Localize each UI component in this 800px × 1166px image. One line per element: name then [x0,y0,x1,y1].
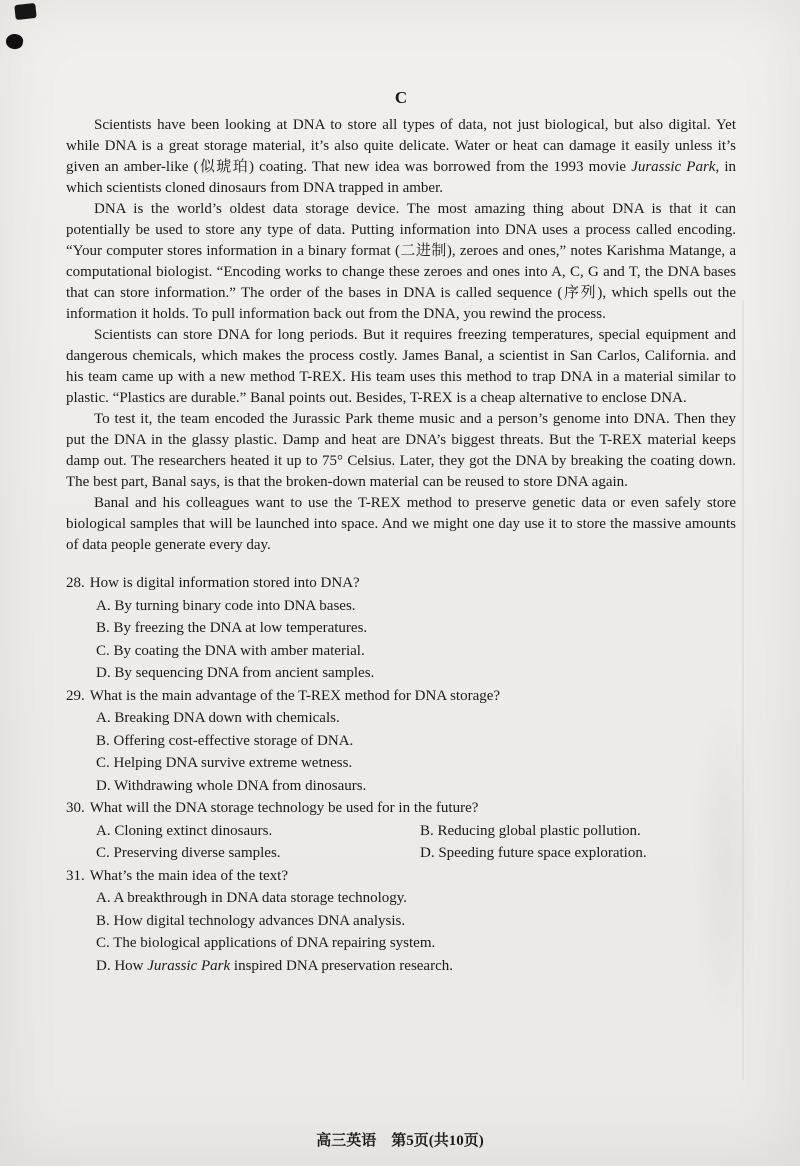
movie-title-italic: Jurassic Park [631,159,716,175]
question-31-option-a: A. A breakthrough in DNA data storage technology. [96,890,408,906]
passage-paragraph-2: DNA is the world’s oldest data storage device. The most amazing thing about DNA is that it can potentially be used to store any type of data. Putting information into DNA uses a process called encoding. “Your computer stores information in a binary format (二进制), zeroes and ones,” notes Karishma Matange, a computational biologist. “Encoding works to change these zeroes and ones into A, C, G and T, the DNA bases that can store information.” The order of the bases in DNA is called sequence (序列), which spells out the information it holds. To pull information back out from the DNA, you rewind the process. [66,201,736,322]
question-28-option-d: D. By sequencing DNA from ancient samples. [96,665,375,681]
question-28-option-c: C. By coating the DNA with amber material. [96,642,365,659]
movie-title-italic: Jurassic Park [147,957,231,974]
passage-paragraph-5: Banal and his colleagues want to use the T-REX method to preserve genetic data or even safely store biological samples that will be launched into space. And we might one day use it to store the massive amounts of data people generate every day. [66,495,736,553]
option-text: D. How [96,957,148,974]
question-31-option-d [66,955,736,978]
option-text: inspired DNA preservation research. [230,957,453,974]
question-28-option-b: B. By freezing the DNA at low temperatures. [96,620,368,636]
paragraph-text: Scientists have been looking at DNA to store all types of data, not just biological, but also digital. Yet while DNA is a great storage material, it’s also quite delicate. Water or heat can damage it easily unless it’s given an amber-like (似琥珀) coating. That new idea was borrowed from the 1993 movie [66,117,736,175]
question-text: What will the DNA storage technology be used for in the future? [89,800,479,816]
question-30-option-d: D. Speeding future space exploration. [420,845,647,861]
question-29 [66,685,736,798]
question-29-option-b: B. Offering cost-effective storage of DNA. [96,732,354,749]
passage-paragraph-4: To test it, the team encoded the Jurassic Park theme music and a person’s genome into DNA. Then they put the DNA in the glassy plastic. Damp and heat are DNA’s biggest threats. But the T-REX material keeps damp out. The researchers heated it up to 75° Celsius. Later, they got the DNA by breaking the coating down. The best part, Banal says, is that the broken-down material can be reused to store DNA again. [66,411,736,490]
question-30-options-row-2 [66,842,736,865]
question-29-stem [66,685,736,708]
question-number: 31. [66,867,85,884]
question-28 [66,572,736,685]
question-30-option-b: B. Reducing global plastic pollution. [420,822,641,839]
question-31 [66,865,736,978]
question-31-option-c: C. The biological applications of DNA repairing system. [96,935,436,951]
question-30-options-row-1 [66,820,736,843]
question-30-option-a: A. Cloning extinct dinosaurs. [96,822,273,839]
section-label: C [394,88,408,107]
question-31-option-b: B. How digital technology advances DNA analysis. [96,912,406,929]
question-30-option-c: C. Preserving diverse samples. [96,845,281,861]
question-number: 29. [66,687,85,704]
question-text: What is the main advantage of the T-REX method for DNA storage? [89,687,501,704]
questions-section [66,572,736,977]
question-31-stem [66,865,736,888]
page-footer: 高三英语 第5页(共10页) [316,1133,484,1149]
passage-paragraph-1 [66,115,736,199]
question-30 [66,797,736,865]
paragraph-text: , in which scientists cloned dinosaurs from DNA trapped in amber. [66,159,737,196]
question-29-option-c: C. Helping DNA survive extreme wetness. [96,755,353,771]
question-28-stem [66,572,736,595]
question-29-option-d: D. Withdrawing whole DNA from dinosaurs. [96,777,367,794]
question-number: 30. [66,800,85,816]
question-number: 28. [66,575,85,591]
passage-paragraph-3: Scientists can store DNA for long periods. But it requires freezing temperatures, special equipment and dangerous chemicals, which makes the process costly. James Banal, a scientist in San Carlos, California. and his team came up with a new method T-REX. His team uses this method to trap DNA in a material similar to plastic. “Plastics are durable.” Banal points out. Besides, T-REX is a cheap alternative to enclose DNA. [66,327,736,406]
question-29-option-a: A. Breaking DNA down with chemicals. [96,710,340,726]
question-text: What’s the main idea of the text? [89,867,289,884]
question-text: How is digital information stored into DNA? [89,575,360,591]
question-28-option-a: A. By turning binary code into DNA bases. [96,597,356,614]
question-30-stem [66,797,736,820]
